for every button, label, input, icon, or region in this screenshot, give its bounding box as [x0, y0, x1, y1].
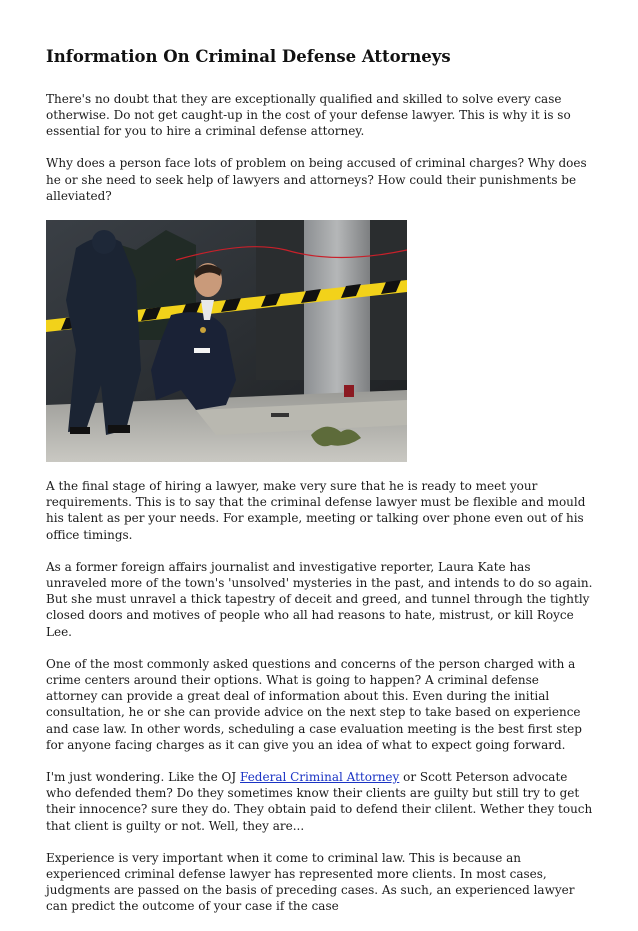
- paragraph-3: A the final stage of hiring a lawyer, make very sure that he is ready to meet your requirements. This is to say that the criminal defense lawyer must be flexible and mould his talent as per your needs. For example, meeting or talking over phone even out of his office timings.: [46, 479, 586, 542]
- paragraph-6-text-end: or Scott Peterson advocate who defended them? Do they sometimes know their clients are guilty but still try to get their innocence? sure they do. They obtain paid to defend their clilent. Wether they touch that client is guilty or not. Well, they are...: [46, 770, 593, 833]
- paragraph-1: There's no doubt that they are exceptionally qualified and skilled to solve every case otherwise. Do not get caught-up in the cost of your defense lawyer. This is why it is so essential for you to hire a criminal defense attorney.: [46, 91, 571, 139]
- paragraph-4: As a former foreign affairs journalist and investigative reporter, Laura Kate has unraveled more of the town's 'unsolved' mysteries in the past, and intends to do so again. But she must unravel a thick tapestry of deceit and greed, and tunnel through the tightly closed doors and motives of people who all had reasons to hate, mistrust, or kill Royce Lee.: [46, 559, 593, 639]
- document-page: [46, 47, 594, 931]
- paragraph-6: [46, 769, 594, 834]
- paragraph-2: Why does a person face lots of problem on being accused of criminal charges? Why does he or she need to seek help of lawyers and attorneys? How could their punishments be alleviated?: [46, 156, 587, 203]
- paragraph-6-text-start: I'm just wondering. Like the OJ: [46, 770, 241, 785]
- paragraph-7: Experience is very important when it come to criminal law. This is because an experienced criminal defense lawyer has represented more clients. In most cases, judgments are passed on the basis of preceding cases. As such, an experienced lawyer can predict the outcome of your case if the case: [46, 850, 575, 914]
- article-title: Information On Criminal Defense Attorneys: [46, 47, 451, 66]
- paragraph-5: One of the most commonly asked questions and concerns of the person charged with a crime centers around their options. What is going to happen? A criminal defense attorney can provide a great deal of information about this. Even during the initial consultation, he or she can provide advice on the next step to take based on experience and case law. In other words, scheduling a case evaluation meeting is the best first step for anyone facing charges as it can give you an idea of what to expect going forward.: [46, 656, 582, 752]
- federal-criminal-attorney-link[interactable]: Federal Criminal Attorney: [240, 770, 400, 785]
- crime-scene-photo: [46, 220, 407, 462]
